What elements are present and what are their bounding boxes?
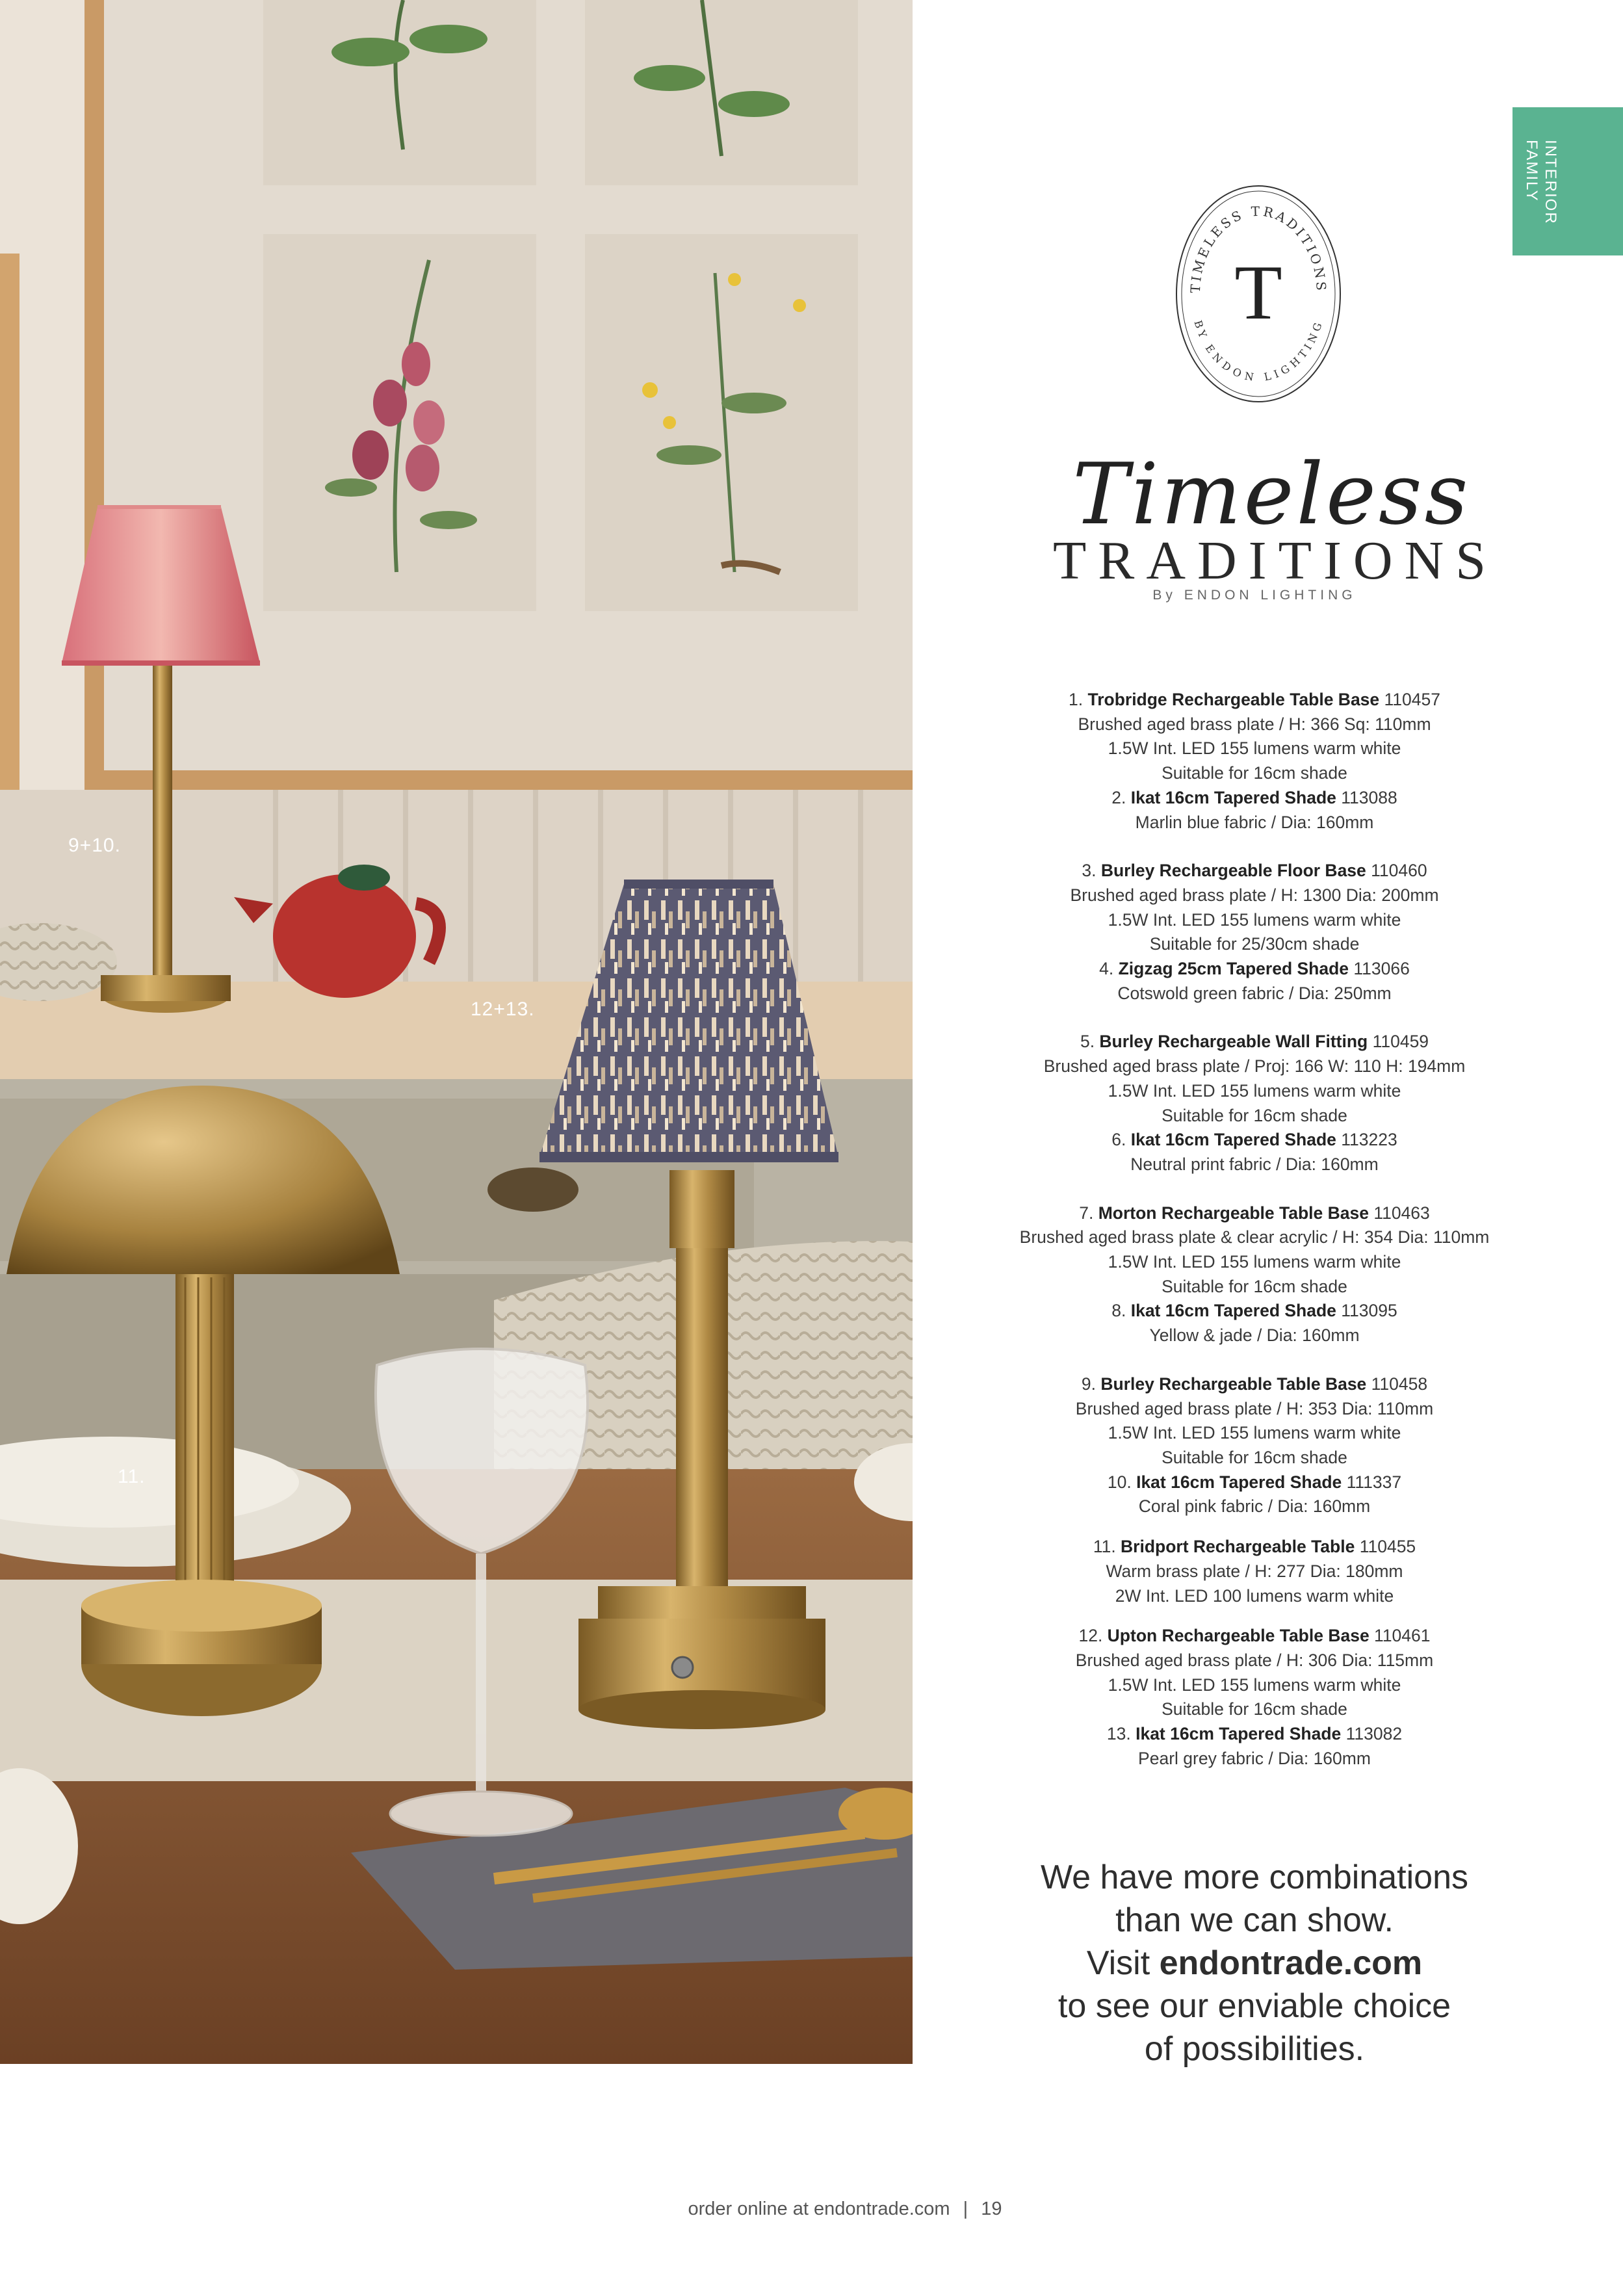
product-code: 110461 bbox=[1369, 1626, 1431, 1646]
product-name: Morton Rechargeable Table Base bbox=[1098, 1203, 1369, 1223]
brand-script-wordmark: Timeless bbox=[1072, 445, 1471, 543]
product-spec-line: 1.5W Int. LED 155 lumens warm white bbox=[1108, 738, 1401, 759]
product-code: 113066 bbox=[1349, 959, 1410, 979]
product-spec-line: Brushed aged brass plate & clear acrylic / H: 354 Dia: 110mm bbox=[1019, 1227, 1490, 1247]
product-code: 110463 bbox=[1368, 1203, 1430, 1223]
product-number: 9. bbox=[1081, 1374, 1101, 1394]
svg-text:T: T bbox=[1234, 249, 1282, 335]
page-number: 19 bbox=[981, 2198, 1002, 2219]
promo-website-link[interactable]: endontrade.com bbox=[1159, 1944, 1423, 1982]
product-group bbox=[962, 859, 1547, 1006]
product-number: 3. bbox=[1082, 861, 1101, 881]
photo-label-12-13: 12+13. bbox=[471, 998, 535, 1020]
product-spec-line: Yellow & jade / Dia: 160mm bbox=[1149, 1325, 1360, 1346]
product-spec-line: Suitable for 16cm shade bbox=[1162, 1447, 1347, 1467]
product-code: 113088 bbox=[1336, 787, 1397, 807]
product-spec-line: Suitable for 16cm shade bbox=[1162, 763, 1347, 783]
promo-visit-text: Visit bbox=[1086, 1944, 1160, 1982]
product-spec-line: Cotswold green fabric / Dia: 250mm bbox=[1117, 983, 1392, 1003]
product-number: 4. bbox=[1099, 959, 1119, 979]
product-title-line bbox=[962, 1299, 1547, 1324]
product-name: Burley Rechargeable Floor Base bbox=[1100, 861, 1366, 881]
product-title-line bbox=[962, 1128, 1547, 1153]
product-code: 110457 bbox=[1379, 690, 1440, 709]
product-spec-line: Warm brass plate / H: 277 Dia: 180mm bbox=[1106, 1561, 1403, 1581]
footer-separator: | bbox=[963, 2198, 968, 2219]
product-spec-line: 1.5W Int. LED 155 lumens warm white bbox=[1108, 1252, 1401, 1272]
group-spacer bbox=[962, 1348, 1547, 1372]
product-number: 6. bbox=[1111, 1130, 1131, 1150]
product-spec-line: Marlin blue fabric / Dia: 160mm bbox=[1135, 812, 1374, 832]
product-name: Ikat 16cm Tapered Shade bbox=[1130, 787, 1336, 807]
product-spec-line: 2W Int. LED 100 lumens warm white bbox=[1115, 1585, 1394, 1606]
footer-order-online[interactable]: order online at endontrade.com bbox=[688, 2198, 950, 2219]
section-tab-label bbox=[1522, 140, 1560, 257]
promo-message bbox=[994, 1856, 1514, 2070]
promo-line-3 bbox=[994, 1942, 1514, 1985]
photo-label-11: 11. bbox=[118, 1466, 146, 1487]
timeless-traditions-seal-logo bbox=[1174, 182, 1343, 406]
svg-text:BY ENDON LIGHTING: BY ENDON LIGHTING bbox=[1191, 319, 1325, 384]
product-code: 113082 bbox=[1341, 1724, 1403, 1744]
promo-line-1: We have more combinations bbox=[1040, 1859, 1469, 1896]
product-group bbox=[962, 688, 1547, 835]
promo-line-4: to see our enviable choice bbox=[1058, 1987, 1451, 2025]
group-spacer bbox=[962, 835, 1547, 859]
product-title-line bbox=[962, 957, 1547, 982]
svg-text:TIMELESS TRADITIONS: TIMELESS TRADITIONS bbox=[1187, 203, 1330, 294]
product-spec-line: Brushed aged brass plate / Proj: 166 W: 110 H: 194mm bbox=[1043, 1056, 1466, 1076]
page-footer bbox=[585, 2198, 1105, 2220]
product-title-line bbox=[962, 1624, 1547, 1649]
product-number: 7. bbox=[1079, 1203, 1098, 1223]
product-group bbox=[962, 1030, 1547, 1177]
product-spec-line: Pearl grey fabric / Dia: 160mm bbox=[1138, 1748, 1371, 1768]
product-name: Burley Rechargeable Wall Fitting bbox=[1099, 1032, 1368, 1052]
product-spec-line: Neutral print fabric / Dia: 160mm bbox=[1130, 1154, 1379, 1174]
product-code: 110460 bbox=[1366, 861, 1427, 881]
product-title-line bbox=[962, 1201, 1547, 1226]
product-number: 8. bbox=[1111, 1301, 1131, 1321]
section-tab-line1: INTERIOR bbox=[1542, 140, 1559, 225]
product-title-line bbox=[962, 859, 1547, 883]
product-spec-line: Brushed aged brass plate / H: 353 Dia: 110mm bbox=[1075, 1398, 1434, 1418]
brand-caps-wordmark: TRADITIONS bbox=[1053, 530, 1498, 591]
product-name: Ikat 16cm Tapered Shade bbox=[1130, 1130, 1336, 1150]
product-spec-list bbox=[962, 688, 1547, 1771]
section-tab-line2: FAMILY bbox=[1523, 140, 1540, 202]
product-group bbox=[962, 1535, 1547, 1608]
product-title-line bbox=[962, 688, 1547, 712]
product-name: Ikat 16cm Tapered Shade bbox=[1136, 1724, 1342, 1744]
product-name: Ikat 16cm Tapered Shade bbox=[1136, 1472, 1342, 1492]
product-name: Bridport Rechargeable Table bbox=[1121, 1537, 1355, 1557]
product-spec-line: Coral pink fabric / Dia: 160mm bbox=[1138, 1496, 1371, 1517]
product-code: 110458 bbox=[1366, 1374, 1428, 1394]
product-title-line bbox=[962, 1372, 1547, 1397]
product-title-line bbox=[962, 1722, 1547, 1747]
product-code: 111337 bbox=[1342, 1472, 1402, 1492]
product-code: 110459 bbox=[1368, 1032, 1429, 1052]
product-number: 10. bbox=[1107, 1472, 1137, 1492]
product-code: 110455 bbox=[1355, 1537, 1416, 1557]
product-name: Ikat 16cm Tapered Shade bbox=[1130, 1301, 1336, 1321]
product-group bbox=[962, 1624, 1547, 1771]
product-code: 113095 bbox=[1336, 1301, 1397, 1321]
product-number: 2. bbox=[1111, 787, 1131, 807]
brand-byline: By ENDON LIGHTING bbox=[1152, 588, 1357, 603]
product-spec-line: Suitable for 16cm shade bbox=[1162, 1105, 1347, 1125]
product-spec-line: Brushed aged brass plate / H: 366 Sq: 110mm bbox=[1078, 714, 1431, 734]
group-spacer bbox=[962, 1519, 1547, 1535]
group-spacer bbox=[962, 1608, 1547, 1624]
product-spec-line: Brushed aged brass plate / H: 1300 Dia: 200mm bbox=[1070, 885, 1439, 905]
promo-line-2: than we can show. bbox=[1115, 1901, 1394, 1939]
product-name: Upton Rechargeable Table Base bbox=[1107, 1626, 1370, 1646]
product-name: Trobridge Rechargeable Table Base bbox=[1087, 690, 1380, 709]
product-spec-line: Brushed aged brass plate / H: 306 Dia: 115mm bbox=[1075, 1650, 1434, 1670]
product-number: 1. bbox=[1069, 690, 1088, 709]
group-spacer bbox=[962, 1177, 1547, 1201]
product-group bbox=[962, 1201, 1547, 1348]
product-title-line bbox=[962, 786, 1547, 811]
group-spacer bbox=[962, 1006, 1547, 1030]
product-number: 11. bbox=[1093, 1537, 1121, 1557]
product-title-line bbox=[962, 1030, 1547, 1054]
product-spec-line: Suitable for 16cm shade bbox=[1162, 1276, 1347, 1296]
product-spec-line: 1.5W Int. LED 155 lumens warm white bbox=[1108, 1675, 1401, 1695]
product-spec-line: 1.5W Int. LED 155 lumens warm white bbox=[1108, 1080, 1401, 1101]
product-spec-line: Suitable for 16cm shade bbox=[1162, 1699, 1347, 1719]
promo-line-5: of possibilities. bbox=[1144, 2030, 1365, 2068]
product-code: 113223 bbox=[1336, 1130, 1397, 1150]
product-title-line bbox=[962, 1470, 1547, 1495]
product-number: 12. bbox=[1078, 1626, 1108, 1646]
product-spec-line: 1.5W Int. LED 155 lumens warm white bbox=[1108, 1423, 1401, 1443]
product-number: 13. bbox=[1106, 1724, 1136, 1744]
product-group bbox=[962, 1372, 1547, 1519]
product-number: 5. bbox=[1080, 1032, 1100, 1052]
product-name: Zigzag 25cm Tapered Shade bbox=[1118, 959, 1349, 979]
product-title-line bbox=[962, 1535, 1547, 1559]
product-spec-line: 1.5W Int. LED 155 lumens warm white bbox=[1108, 909, 1401, 930]
photo-label-9-10: 9+10. bbox=[68, 835, 121, 856]
product-spec-line: Suitable for 25/30cm shade bbox=[1149, 934, 1360, 954]
product-name: Burley Rechargeable Table Base bbox=[1100, 1374, 1367, 1394]
